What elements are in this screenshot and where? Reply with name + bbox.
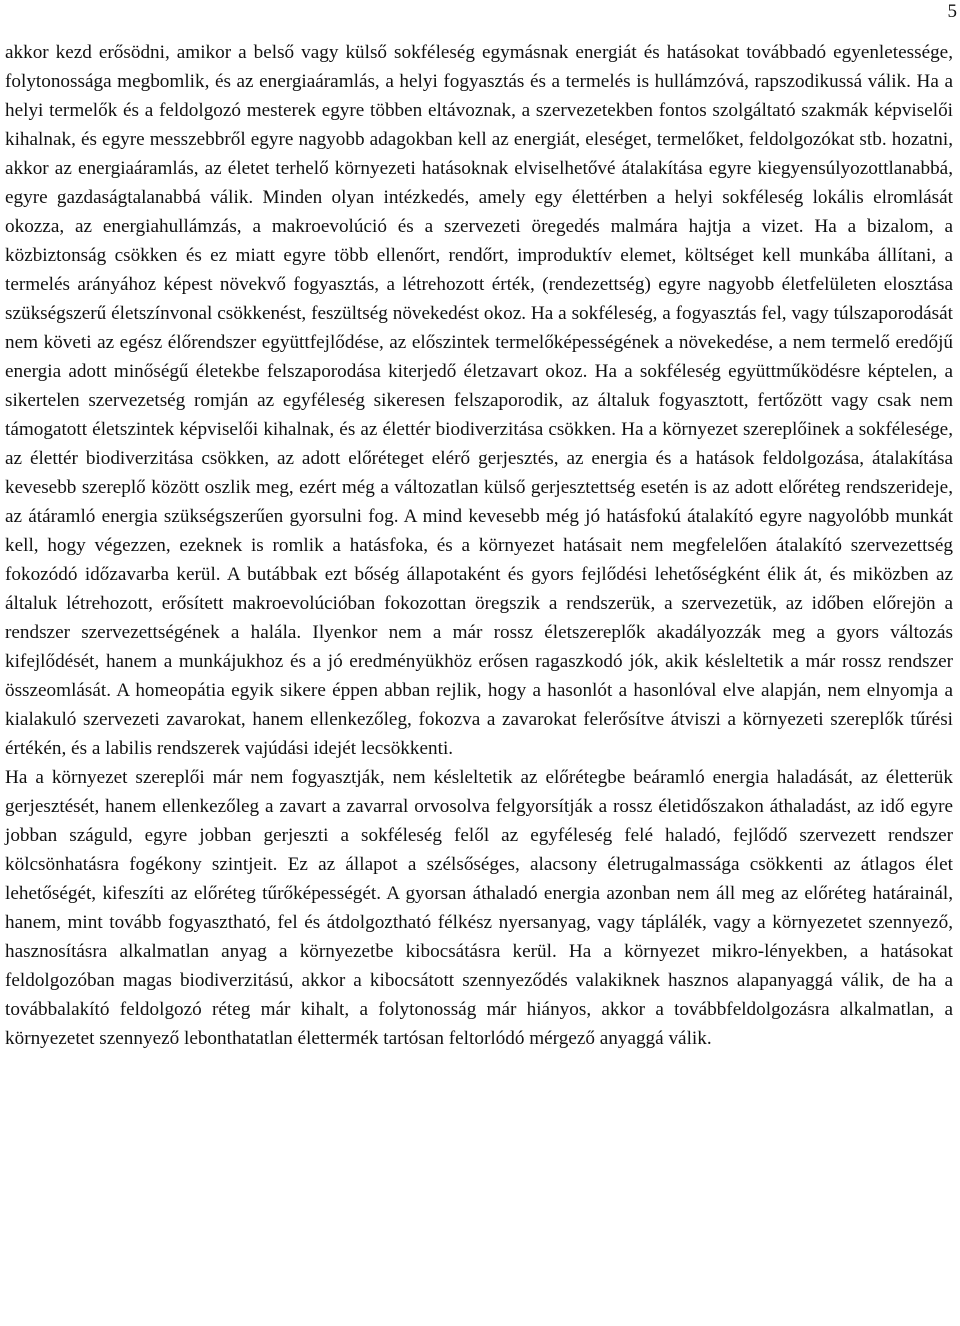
body-text	[5, 38, 953, 1053]
page-number: 5	[947, 1, 957, 22]
paragraph-1: akkor kezd erősödni, amikor a belső vagy külső sokféleség egymásnak energiát és hatásokat továbbadó egyenletessége, folytonossága megbomlik, és az energiaáramlás, a helyi fogyasztás és a termelés is hullámzóvá, rapszodikussá válik. Ha a helyi termelők és a feldolgozó mesterek egyre többen eltávoznak, a szervezetekben fontos szolgáltató szakmák képviselői kihalnak, és egyre messzebbről egyre nagyobb adagokban kell az energiát, eleséget, termelőket, feldolgozókat stb. hozatni, akkor az energiaáramlás, az életet terhelő környezeti hatásoknak elviselhetővé átalakítása egyre kiegyensúlyozottlanabbá, egyre gazdaságtalanabbá válik. Minden olyan intézkedés, amely egy élettérben a helyi sokféleség lokális elromlását okozza, az energiahullámzás, a makroevolúció és a szervezeti öregedés malmára hajtja a vizet. Ha a bizalom, a közbiztonság csökken és ez miatt egyre több ellenőrt, rendőrt, improduktív elemet, költséget kell munkába állítani, a termelés arányához képest növekvő fogyasztás, a létrehozott érték, (rendezettség) egyre nagyobb életfelületen elosztása szükségszerű életszínvonal csökkenést, feszültség növekedést okoz. Ha a sokféleség, a fogyasztás fel, vagy túlszaporodását nem követi az egész élőrendszer együttfejlődése, az előszintek termelőképességének a növekedése, a nem termelő eredőjű energia adott minőségű életekbe felszaporodása kiterjedő életzavart okoz. Ha a sokféleség együttműködésre képtelen, a sikertelen szervezetség romján az egyféleség sikeresen felszaporodik, az általuk fogyasztott, fertőzött vagy csak nem támogatott életszintek képviselői kihalnak, és az élettér biodiverzitása csökken. Ha a környezet szereplőinek a sokfélesége, az élettér biodiverzitása csökken, az adott előréteget elérő gerjesztés, az energia és a hatások feldolgozása, átalakítása kevesebb szereplő között oszlik meg, ezért még a változatlan külső gerjesztettség esetén is az adott előréteg rendszerideje, az átáramló energia szükségszerűen gyorsulni fog. A mind kevesebb még jó hatásfokú átalakító egyre nagyolóbb munkát kell, hogy végezzen, ezeknek is romlik a hatásfoka, és a környezet hatásait nem megfelelően átalakító szervezettség fokozódó időzavarba kerül. A butábbak ezt bőség állapotaként és gyors fejlődési lehetőségként élik át, és miközben az általuk létrehozott, erősített makroevolúcióban fokozottan öregszik a rendszerük, a szervezetük, az időben előrejön a rendszer szervezettségének a halála. Ilyenkor nem a már rossz életszereplők akadályozzák meg a gyors változás kifejlődését, hanem a munkájukhoz és a jó eredményükhöz erősen ragaszkodó jók, akik késleltetik a már rossz rendszer összeomlását. A homeopátia egyik sikere éppen abban rejlik, hogy a hasonlót a hasonlóval elve alapján, nem elnyomja a kialakuló szervezeti zavarokat, hanem ellenkezőleg, fokozva a zavarokat felerősítve átviszi a környezeti szereplők tűrési értékén, és a labilis rendszerek vajúdási idejét lecsökkenti.	[5, 42, 953, 759]
paragraph-2: Ha a környezet szereplői már nem fogyasztják, nem késleltetik az előrétegbe beáramló energia haladását, az életterük gerjesztését, hanem ellenkezőleg a zavart a zavarral orvosolva felgyorsítják a rossz életidőszakon áthaladást, az idő egyre jobban száguld, egyre jobban gerjeszti a sokféleség felől az egyféleség felé haladó, fejlődő szervezett rendszer kölcsönhatásra fogékony szintjeit. Ez az állapot a szélsőséges, alacsony életrugalmassága csökkenti az átlagos élet lehetőségét, kifeszíti az előréteg tűrőképességét. A gyorsan áthaladó energia azonban nem áll meg az előréteg határainál, hanem, mint tovább fogyasztható, fel és átdolgoztható félkész nyersanyag, vagy táplálék, vagy a környezetet szennyező, hasznosításra alkalmatlan anyag a környezetbe kibocsátásra kerül. Ha a környezet mikro-lényekben, a hatásokat feldolgozóban magas biodiverzitású, akkor a kibocsátott szennyeződés valakiknek hasznos alapanyaggá válik, de ha a továbbalakító feldolgozó réteg már kihalt, a folytonosság már hiányos, akkor a továbbfeldolgozásra alkalmatlan, a környezetet szennyező lebonthatatlan élettermék tartósan feltorlódó mérgező anyaggá válik.	[5, 767, 953, 1049]
document-page	[5, 0, 957, 1326]
